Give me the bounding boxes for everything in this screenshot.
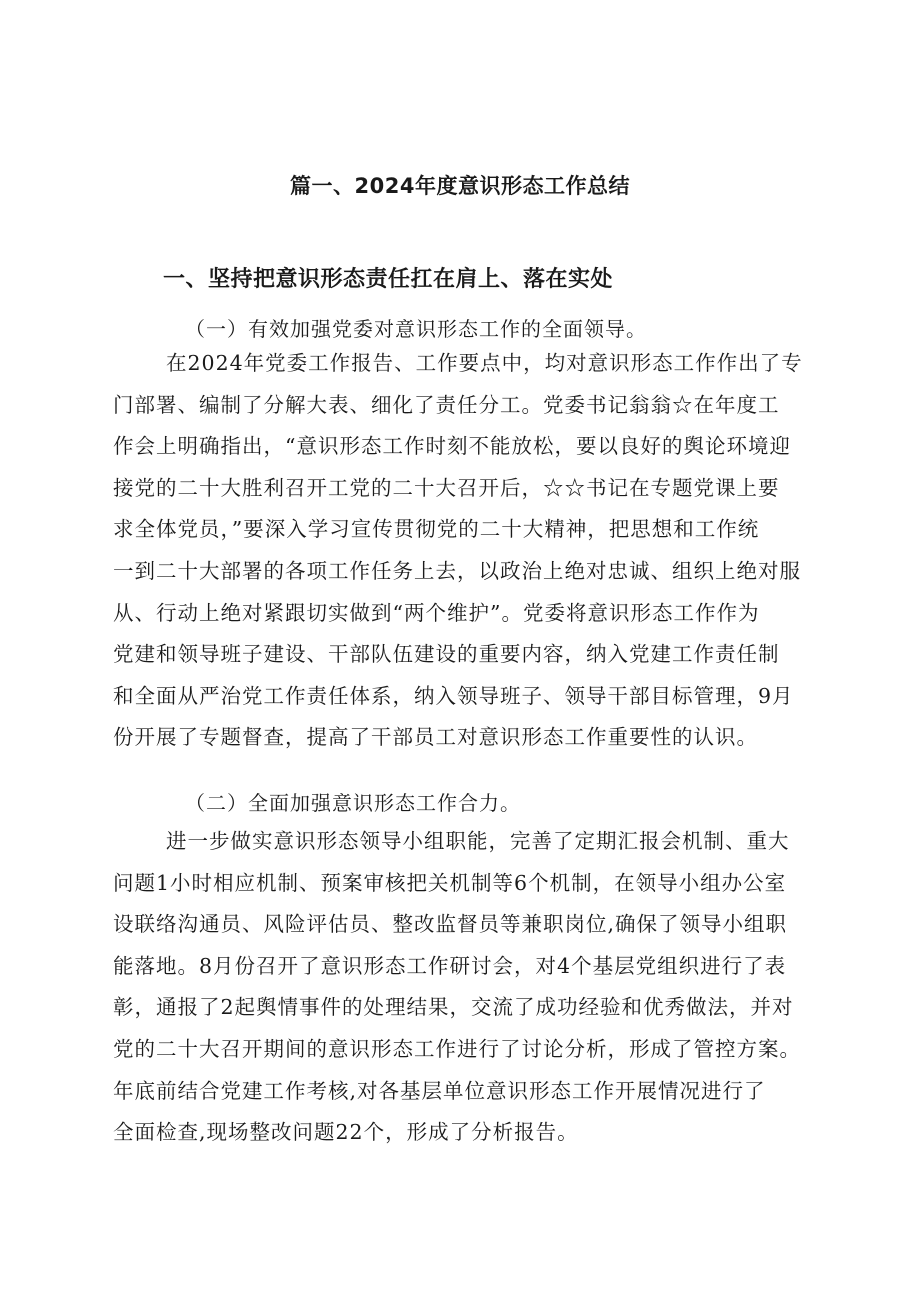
paragraph-line: 全面检查,现场整改问题22个，形成了分析报告。 <box>113 1120 579 1145</box>
paragraph-1 <box>113 343 853 759</box>
paragraph-line: 党的二十大召开期间的意识形态工作进行了讨论分析，形成了管控方案。 <box>113 1036 801 1061</box>
paragraph-line: 彰，通报了2起舆情事件的处理结果，交流了成功经验和优秀做法，并对 <box>113 995 794 1020</box>
paragraph-2 <box>113 821 853 1154</box>
paragraph-line: 在2024年党委工作报告、工作要点中，均对意识形态工作作出了专 <box>166 351 803 375</box>
paragraph-line: 门部署、编制了分解大表、细化了责任分工。党委书记翁翁☆在年度工 <box>113 392 780 417</box>
paragraph-line: 进一步做实意识形态领导小组职能，完善了定期汇报会机制、重大 <box>166 829 790 853</box>
section-heading-1: 一、坚持把意识形态责任扛在肩上、落在实处 <box>163 267 614 292</box>
sub-heading-2: （二）全面加强意识形态工作合力。 <box>185 791 521 815</box>
paragraph-line: 问题1小时相应机制、预案审核把关机制等6个机制，在领导小组办公室 <box>113 870 787 895</box>
sub-heading-1: （一）有效加强党委对意识形态工作的全面领导。 <box>185 317 647 341</box>
paragraph-line: 党建和领导班子建设、干部队伍建设的重要内容，纳入党建工作责任制 <box>113 642 780 667</box>
paragraph-line: 一到二十大部署的各项工作任务上去，以政治上绝对忠诚、组织上绝对服 <box>113 558 801 583</box>
paragraph-line: 求全体党员，”要深入学习宣传贯彻党的二十大精神，把思想和工作统 <box>113 517 760 542</box>
paragraph-line: 份开展了专题督查，提高了干部员工对意识形态工作重要性的认识。 <box>113 725 758 750</box>
paragraph-line: 和全面从严治党工作责任体系，纳入领导班子、领导干部目标管理，9月 <box>113 683 794 708</box>
paragraph-line: 年底前结合党建工作考核,对各基层单位意识形态工作开展情况进行了 <box>113 1078 766 1103</box>
paragraph-line: 设联络沟通员、风险评估员、整改监督员等兼职岗位,确保了领导小组职 <box>113 912 788 937</box>
document-title: 篇一、2024年度意识形态工作总结 <box>290 174 630 198</box>
paragraph-line: 从、行动上绝对紧跟切实做到“两个维护”。党委将意识形态工作作为 <box>113 600 760 625</box>
paragraph-line: 作会上明确指出，“意识形态工作时刻不能放松，要以良好的舆论环境迎 <box>113 434 791 459</box>
paragraph-line: 接党的二十大胜利召开工党的二十大召开后，☆☆书记在专题党课上要 <box>113 475 780 500</box>
paragraph-line: 能落地。8月份召开了意识形态工作研讨会，对4个基层党组织进行了表 <box>113 953 787 978</box>
